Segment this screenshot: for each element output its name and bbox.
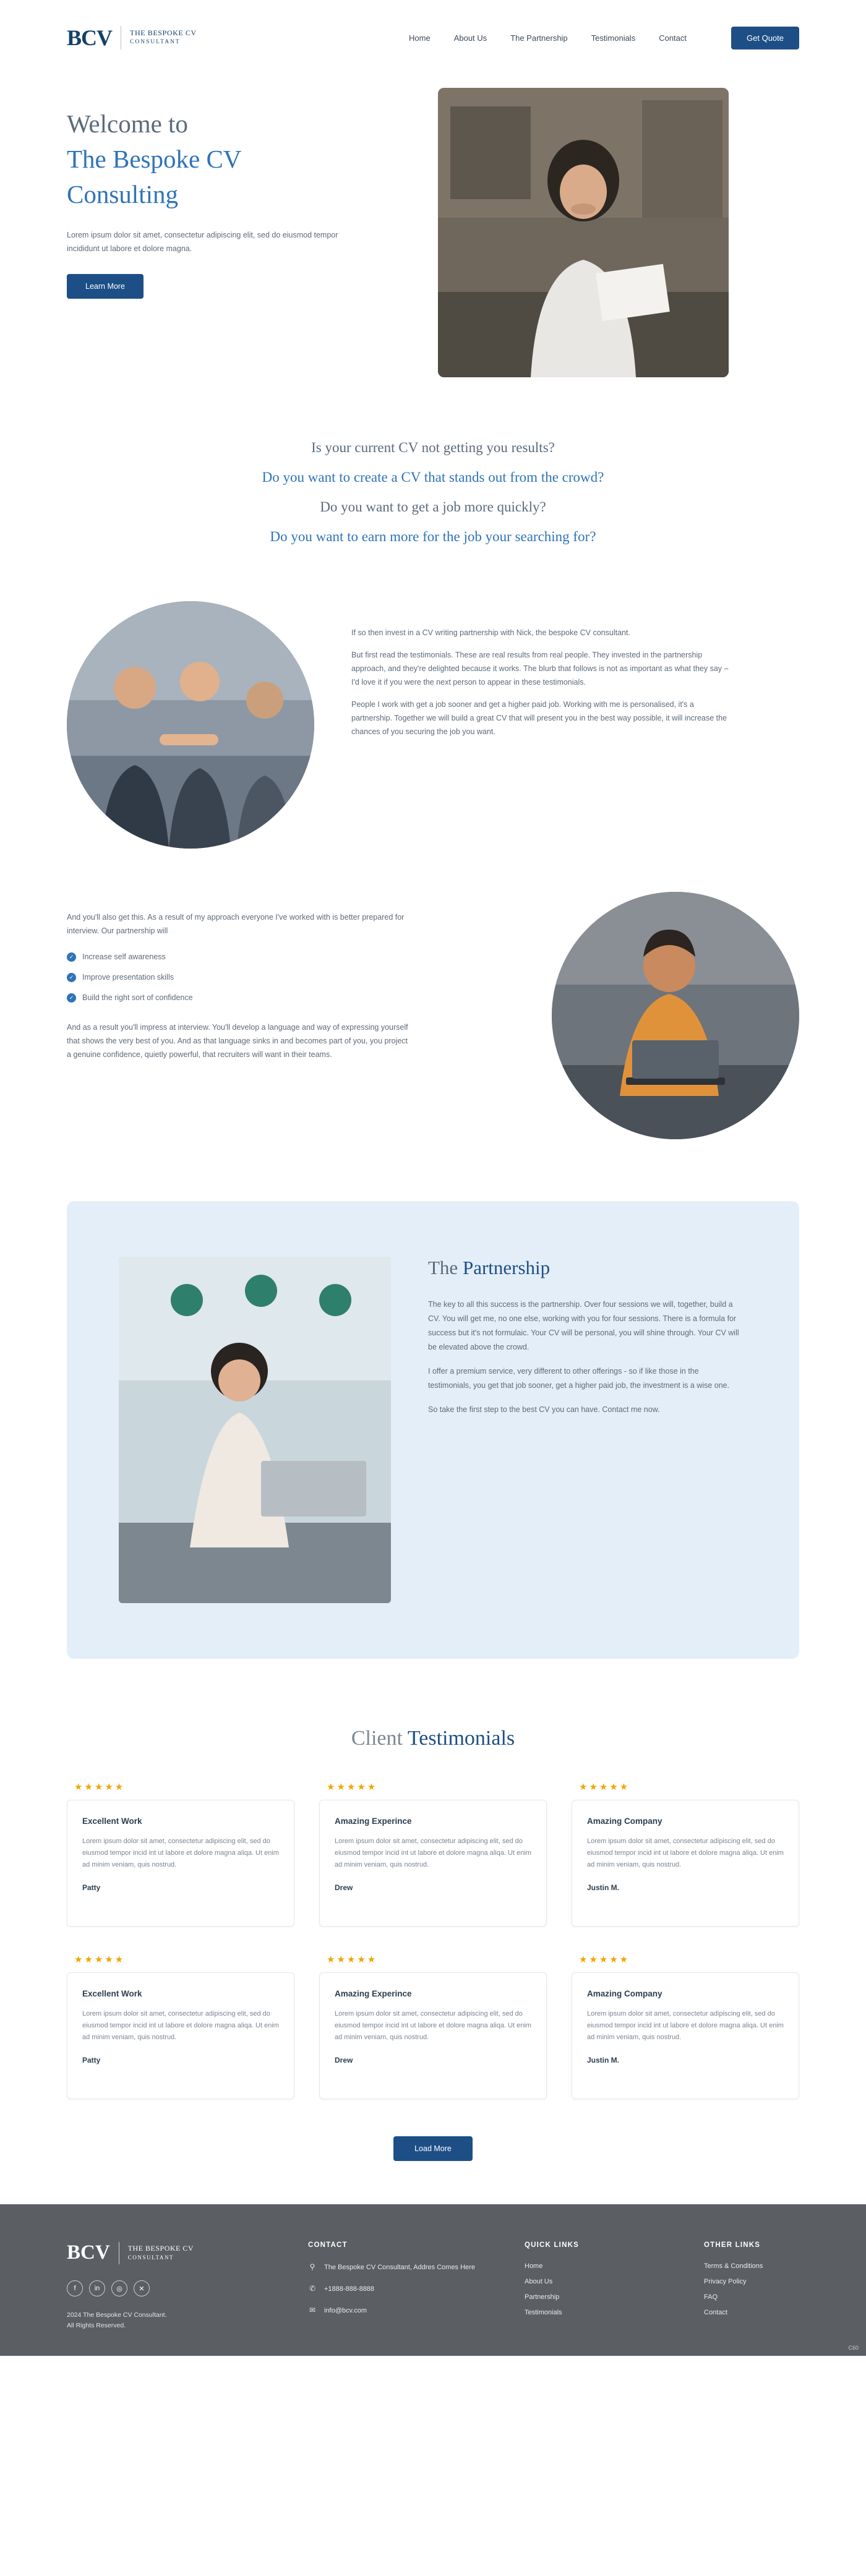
laptop-user-image: [552, 892, 799, 1139]
benefit-label: Build the right sort of confidence: [82, 993, 193, 1002]
testimonial-card: [67, 1972, 294, 2099]
footer-quick-links: [525, 2262, 667, 2316]
testimonial-title: Amazing Company: [587, 1816, 662, 1826]
testimonial-block: [572, 1781, 799, 1927]
footer-logo[interactable]: [67, 2241, 271, 2264]
testimonial-body: Lorem ipsum dolor sit amet, consectetur adipiscing elit, sed do eiusmod tempor incid int ut labore et dolore magna aliqa. Ut enim ad minim veniam, quis nostrud.: [82, 1838, 279, 1868]
partnership-section: [67, 1201, 799, 1659]
testimonial-body: Lorem ipsum dolor sit amet, consectetur adipiscing elit, sed do eiusmod tempor incid int ut labore et dolore magna aliqa. Ut enim ad minim veniam, quis nostrud.: [587, 2010, 784, 2041]
footer-link-partnership[interactable]: Partnership: [525, 2293, 560, 2301]
location-pin-icon: ⚲: [309, 2262, 315, 2271]
hero-text-column: [67, 88, 413, 299]
testimonial-title: Amazing Company: [587, 1989, 662, 1998]
questions-block: [0, 427, 866, 576]
footer-link-home[interactable]: Home: [525, 2262, 543, 2270]
copyright-line1: 2024 The Bespoke CV Consultant.: [67, 2311, 167, 2319]
footer-logo-mark: BCV: [67, 2241, 110, 2264]
partnership-title: [428, 1257, 744, 1279]
partnership-body: [428, 1298, 744, 1417]
footer-link-testimonials[interactable]: Testimonials: [525, 2309, 562, 2316]
get-quote-button[interactable]: Get Quote: [731, 27, 799, 49]
footer-contact-column: [308, 2241, 487, 2331]
footer-phone-row[interactable]: [308, 2284, 487, 2295]
footer-quick-links-heading: QUICK LINKS: [525, 2241, 579, 2249]
site-footer: [0, 2204, 866, 2356]
copyright-line2: All Rights Reserved.: [67, 2322, 126, 2329]
site-logo[interactable]: [67, 25, 197, 51]
partnership-p2: I offer a premium service, very different to other offerings - so if like those in the testimonials, you get that job sooner, get a higher paid job, the investment is a wise one.: [428, 1367, 730, 1390]
footer-other-links: [704, 2262, 763, 2316]
nav-item-home[interactable]: Home: [409, 33, 431, 43]
site-header: [0, 0, 866, 75]
footer-quick-links-column: [525, 2241, 667, 2331]
footer-address: The Bespoke CV Consultant, Addres Comes Here: [324, 2264, 475, 2271]
testimonial-card: [319, 1800, 547, 1927]
about-one-p1: If so then invest in a CV writing partnership with Nick, the bespoke CV consultant.: [351, 628, 630, 637]
benefit-label: Increase self awareness: [82, 952, 166, 961]
testimonials-grid-top: [0, 1781, 866, 1927]
logo-subtitle-line2: CONSULTANT: [130, 39, 181, 45]
partnership-image: [119, 1257, 391, 1603]
testimonial-author: Justin M.: [587, 2056, 620, 2065]
testimonials-grid-bottom: [0, 1954, 866, 2099]
footer-email: info@bcv.com: [324, 2307, 367, 2314]
testimonial-title: Excellent Work: [82, 1816, 142, 1826]
testimonial-card: [572, 1800, 799, 1927]
about-two-text: [67, 892, 413, 1070]
footer-other-links-column: [704, 2241, 763, 2331]
partnership-title-a: The: [428, 1257, 463, 1278]
handshake-image: [67, 601, 314, 849]
linkedin-icon[interactable]: in: [89, 2280, 105, 2296]
testimonial-card: [572, 1972, 799, 2099]
star-rating-icon: ★★★★★: [327, 1782, 378, 1792]
hero-section: [0, 75, 866, 427]
testimonial-title: Amazing Experince: [335, 1989, 412, 1998]
testimonial-body: Lorem ipsum dolor sit amet, consectetur adipiscing elit, sed do eiusmod tempor incid int ut labore et dolore magna aliqa. Ut enim ad minim veniam, quis nostrud.: [82, 2010, 279, 2041]
nav-item-testimonials[interactable]: Testimonials: [591, 33, 636, 43]
copyright: [67, 2310, 271, 2331]
facebook-icon[interactable]: f: [67, 2280, 83, 2296]
testimonial-body: Lorem ipsum dolor sit amet, consectetur adipiscing elit, sed do eiusmod tempor incid int ut labore et dolore magna aliqa. Ut enim ad minim veniam, quis nostrud.: [335, 1838, 531, 1868]
hero-image: [438, 88, 729, 377]
question-1: Is your current CV not getting you results?: [311, 440, 555, 455]
footer-other-links-heading: OTHER LINKS: [704, 2241, 761, 2249]
star-rating-icon: ★★★★★: [74, 1954, 126, 1965]
logo-subtitle: [130, 28, 197, 47]
nav-item-about-us[interactable]: About Us: [453, 33, 487, 43]
laptop-photo-illustration: [552, 892, 799, 1139]
hero-title-line2: The Bespoke CV: [67, 145, 242, 173]
check-icon: ✓: [67, 993, 76, 1003]
question-2: Do you want to create a CV that stands out from the crowd?: [262, 469, 604, 485]
hero-title-line3: Consulting: [67, 180, 178, 208]
testimonial-author: Patty: [82, 1883, 101, 1892]
footer-email-row[interactable]: [308, 2306, 487, 2316]
star-rating-icon: ★★★★★: [74, 1782, 126, 1792]
load-more-wrap: [0, 2099, 866, 2204]
testimonial-body: Lorem ipsum dolor sit amet, consectetur adipiscing elit, sed do eiusmod tempor incid int ut labore et dolore magna aliqa. Ut enim ad minim veniam, quis nostrud.: [335, 2010, 531, 2041]
testimonials-heading: [0, 1659, 866, 1781]
main-nav: [409, 27, 799, 49]
about-section-two: [0, 849, 866, 1139]
social-links: [67, 2280, 271, 2296]
logo-subtitle-line1: THE BESPOKE CV: [130, 28, 197, 37]
testimonial-block: [67, 1954, 294, 2099]
site-footer-wrap: [0, 2204, 866, 2356]
learn-more-button[interactable]: Learn More: [67, 274, 144, 299]
partnership-text-column: [428, 1257, 744, 1427]
benefits-list: [67, 950, 413, 1004]
partnership-photo-illustration: [119, 1257, 391, 1603]
testimonial-author: Drew: [335, 2056, 353, 2065]
footer-link-faq[interactable]: FAQ: [704, 2293, 718, 2301]
hero-paragraph: Lorem ipsum dolor sit amet, consectetur adipiscing elit, sed do eiusmod tempor incididunt ut labore et dolore magna.: [67, 231, 338, 253]
partnership-title-b: Partnership: [462, 1257, 551, 1278]
testimonial-title: Amazing Experince: [335, 1816, 412, 1826]
nav-item-contact[interactable]: Contact: [659, 33, 687, 43]
about-one-p3: People I work with get a job sooner and get a higher paid job. Working with me is personalised, it's a partnership. Together we will build a great CV that will present you in the best way possible, it will increase the chances of you securing the job you want.: [351, 700, 727, 736]
question-3: Do you want to get a job more quickly?: [320, 499, 546, 515]
about-two-outro: And as a result you'll impress at interview. You'll develop a language and way of expressing yourself that shows the very best of you. And as that language sinks in and becomes part of you, you project a genuine confidence, quietly powerful, that recruiters will want in their teams.: [67, 1023, 408, 1059]
instagram-icon[interactable]: ◎: [111, 2280, 127, 2296]
phone-icon: ✆: [309, 2284, 316, 2293]
about-two-intro: And you'll also get this. As a result of my approach everyone I've worked with is better prepared for interview. Our partnership will: [67, 913, 405, 935]
footer-link-about-us[interactable]: About Us: [525, 2278, 553, 2285]
testimonials-heading-a: Client: [351, 1727, 408, 1750]
check-icon: ✓: [67, 952, 76, 962]
testimonial-block: [319, 1954, 547, 2099]
about-one-text: [351, 601, 735, 747]
envelope-icon: ✉: [309, 2306, 316, 2314]
testimonials-heading-b: Testimonials: [407, 1727, 515, 1750]
corner-tag: C60: [848, 2345, 859, 2351]
testimonial-author: Drew: [335, 1883, 353, 1892]
footer-phone: +1888-888-8888: [324, 2285, 375, 2293]
list-item: [67, 991, 413, 1004]
partnership-p3: So take the first step to the best CV you can have. Contact me now.: [428, 1405, 660, 1414]
footer-brand-column: [67, 2241, 271, 2331]
star-rating-icon: ★★★★★: [579, 1954, 630, 1965]
testimonial-body: Lorem ipsum dolor sit amet, consectetur adipiscing elit, sed do eiusmod tempor incid int ut labore et dolore magna aliqa. Ut enim ad minim veniam, quis nostrud.: [587, 1838, 784, 1868]
star-rating-icon: ★★★★★: [579, 1782, 630, 1792]
list-item: [67, 950, 413, 964]
testimonial-block: [319, 1781, 547, 1927]
footer-logo-line2: CONSULTANT: [127, 2254, 174, 2261]
testimonial-title: Excellent Work: [82, 1989, 142, 1998]
list-item: [67, 970, 413, 984]
benefit-label: Improve presentation skills: [82, 973, 174, 982]
logo-mark: BCV: [67, 25, 113, 50]
about-section-one: [0, 576, 866, 849]
handshake-photo-illustration: [67, 601, 314, 849]
footer-link-terms[interactable]: Terms & Conditions: [704, 2262, 763, 2270]
load-more-button[interactable]: Load More: [393, 2136, 473, 2161]
hero-title: [67, 106, 413, 212]
footer-logo-line1: THE BESPOKE CV: [127, 2243, 194, 2253]
question-4: Do you want to earn more for the job your searching for?: [270, 529, 596, 544]
footer-link-contact[interactable]: Contact: [704, 2309, 727, 2316]
footer-link-privacy[interactable]: Privacy Policy: [704, 2278, 747, 2285]
nav-item-the-partnership[interactable]: The Partnership: [510, 33, 568, 43]
testimonial-block: [572, 1954, 799, 2099]
testimonial-author: Justin M.: [587, 1883, 620, 1892]
about-one-p2: But first read the testimonials. These are real results from real people. They invested in the partnership approach, and they're delighted because it works. The blurb that follows is not as important as what they say – I'd love it if you were the next person to appear in these testimonials.: [351, 651, 729, 687]
check-icon: ✓: [67, 973, 76, 982]
footer-contact-heading: CONTACT: [308, 2241, 348, 2249]
testimonial-card: [67, 1800, 294, 1927]
testimonial-author: Patty: [82, 2056, 101, 2065]
testimonial-block: [67, 1781, 294, 1927]
footer-logo-subtitle: [128, 2244, 194, 2262]
hero-photo-illustration: [438, 88, 729, 377]
partnership-p1: The key to all this success is the partnership. Over four sessions we will, together, build a CV. You will get me, no one else, working with you for four sessions. There is a formula for success but it's not formulaic. Your CV will be personal, you will shine through. Your CV will be elevated above the crowd.: [428, 1300, 739, 1351]
testimonial-card: [319, 1972, 547, 2099]
x-icon[interactable]: ✕: [134, 2280, 150, 2296]
star-rating-icon: ★★★★★: [327, 1954, 378, 1965]
footer-address-row: [308, 2262, 487, 2273]
hero-title-line1: Welcome to: [67, 109, 188, 138]
